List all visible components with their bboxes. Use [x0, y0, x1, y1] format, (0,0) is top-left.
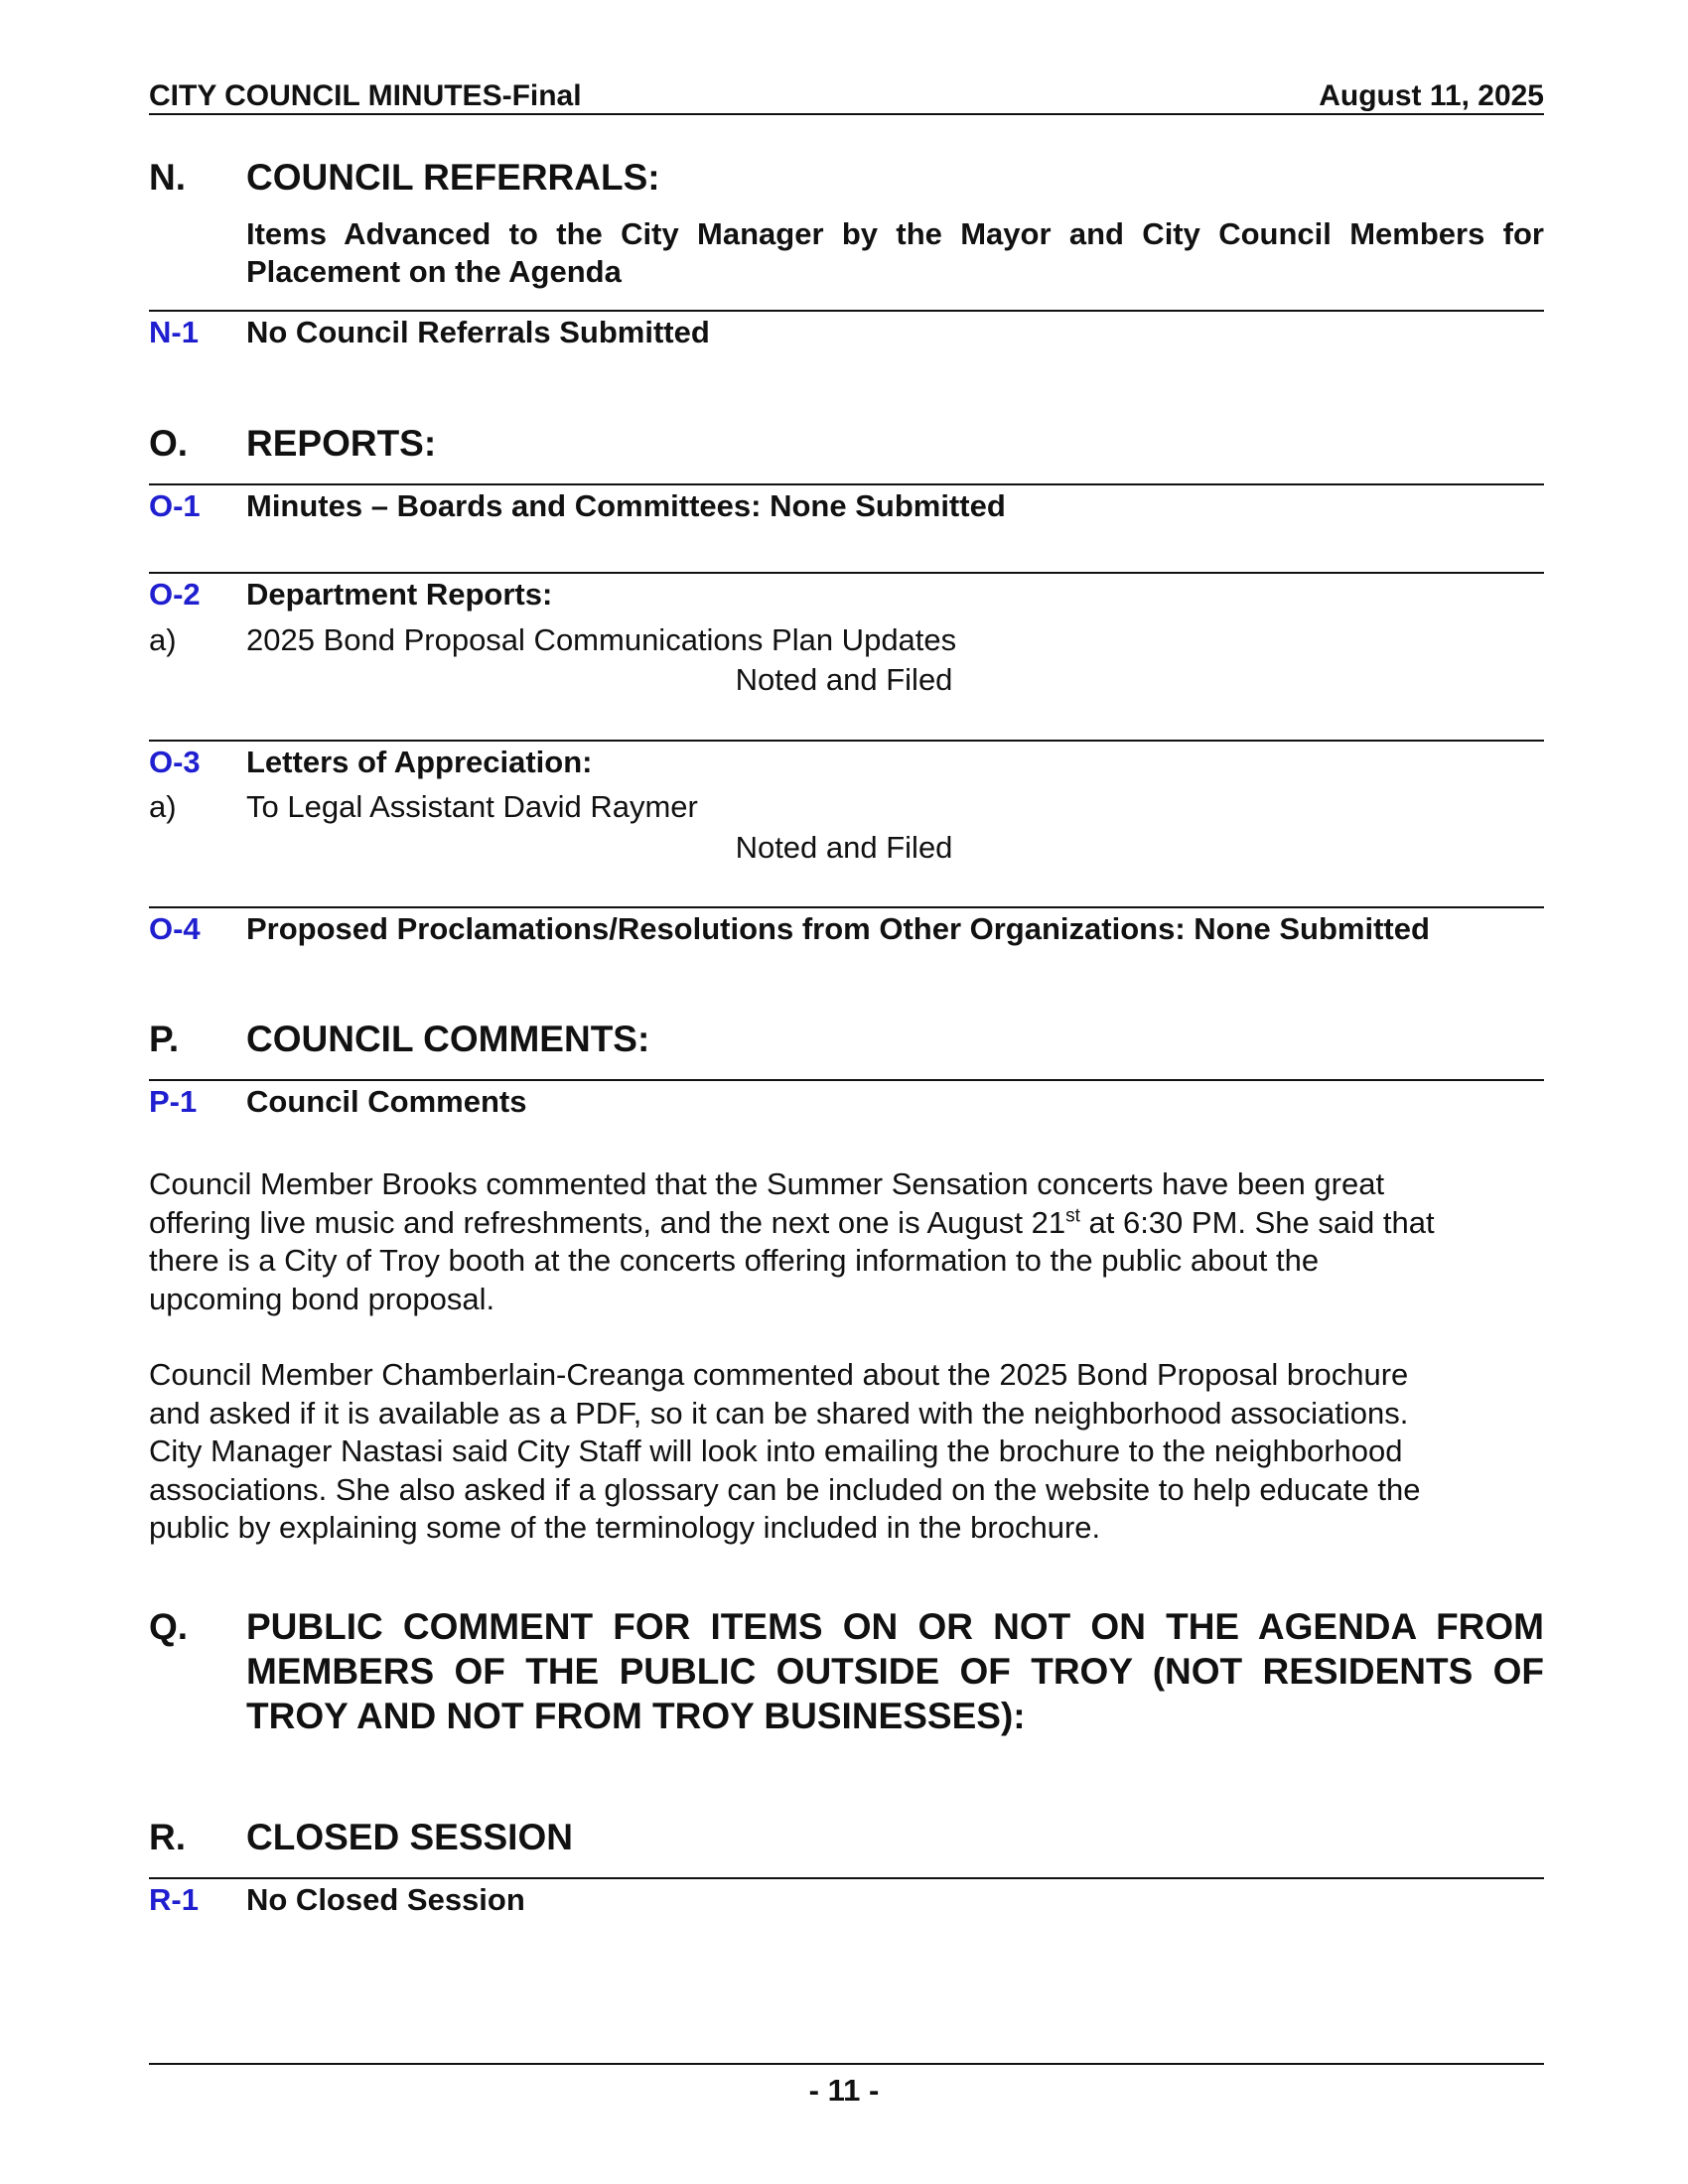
- paragraph-line-part: at 6:30 PM. She said that: [1079, 1204, 1435, 1240]
- section-n-subtitle-line1: Items Advanced to the City Manager by the Mayor and City Council Members for: [246, 216, 1544, 251]
- section-o-letter: O.: [149, 423, 189, 464]
- item-title-n1: No Council Referrals Submitted: [246, 315, 710, 349]
- header-rule: [149, 113, 1544, 115]
- item-title-o4: Proposed Proclamations/Resolutions from Other Organizations: None Submitted: [246, 911, 1430, 946]
- item-o3-rule: [149, 740, 1544, 742]
- section-q-title-line3: TROY AND NOT FROM TROY BUSINESSES):: [246, 1696, 1026, 1736]
- paragraph-line: [149, 1204, 1549, 1243]
- item-o4-rule: [149, 906, 1544, 908]
- section-p-rule: [149, 1079, 1544, 1081]
- item-code-o3: O-3: [149, 745, 201, 779]
- section-q-title-line2: MEMBERS OF THE PUBLIC OUTSIDE OF TROY (NOT RESIDENTS OF: [246, 1651, 1544, 1692]
- item-code-o1: O-1: [149, 488, 201, 523]
- section-n-title: COUNCIL REFERRALS:: [246, 157, 660, 198]
- section-p-letter: P.: [149, 1019, 180, 1059]
- paragraph-line: Council Member Brooks commented that the Summer Sensation concerts have been great: [149, 1166, 1385, 1201]
- item-title-o3: Letters of Appreciation:: [246, 745, 593, 779]
- item-code-o4: O-4: [149, 911, 201, 946]
- section-n-subtitle-line2: Placement on the Agenda: [246, 254, 622, 289]
- item-o2-rule: [149, 572, 1544, 574]
- section-r-title: CLOSED SESSION: [246, 1817, 573, 1857]
- item-code-n1: N-1: [149, 315, 199, 349]
- item-o3-sub-label: a): [149, 789, 177, 824]
- item-o2-sub-label: a): [149, 622, 177, 657]
- paragraph-line: associations. She also asked if a glossary can be included on the website to help educate the: [149, 1471, 1421, 1507]
- paragraph-line: public by explaining some of the terminology included in the brochure.: [149, 1510, 1101, 1545]
- ordinal-suffix: st: [1065, 1205, 1080, 1227]
- paragraph-line: upcoming bond proposal.: [149, 1281, 495, 1316]
- section-n-letter: N.: [149, 157, 186, 198]
- item-title-r1: No Closed Session: [246, 1882, 525, 1917]
- item-o3-sub-text: To Legal Assistant David Raymer: [246, 789, 698, 824]
- section-q-letter: Q.: [149, 1606, 189, 1647]
- comment-paragraph-brooks: [149, 1165, 1549, 1318]
- section-r-letter: R.: [149, 1817, 186, 1857]
- paragraph-line-part: offering live music and refreshments, and the next one is August 21: [149, 1204, 1066, 1240]
- section-q-title-line1: PUBLIC COMMENT FOR ITEMS ON OR NOT ON THE AGENDA FROM: [246, 1606, 1544, 1647]
- section-o-title: REPORTS:: [246, 423, 437, 464]
- section-r-rule: [149, 1877, 1544, 1879]
- section-o-rule: [149, 483, 1544, 485]
- item-title-o2: Department Reports:: [246, 577, 553, 612]
- document-header-date: August 11, 2025: [1319, 79, 1544, 112]
- document-header-title: CITY COUNCIL MINUTES-Final: [149, 79, 582, 112]
- page-number: - 11 -: [808, 2073, 880, 2108]
- paragraph-line: and asked if it is available as a PDF, so it can be shared with the neighborhood associations.: [149, 1395, 1409, 1431]
- item-code-r1: R-1: [149, 1882, 199, 1917]
- section-p-title: COUNCIL COMMENTS:: [246, 1019, 650, 1059]
- item-o2-sub-text: 2025 Bond Proposal Communications Plan Updates: [246, 622, 957, 657]
- footer-rule: [149, 2063, 1544, 2065]
- item-o2-note: Noted and Filed: [735, 662, 953, 697]
- item-code-p1: P-1: [149, 1084, 198, 1119]
- paragraph-line: Council Member Chamberlain-Creanga commented about the 2025 Bond Proposal brochure: [149, 1357, 1409, 1392]
- item-o3-note: Noted and Filed: [735, 830, 953, 865]
- comment-paragraph-chamberlain-creanga: [149, 1356, 1549, 1548]
- item-code-o2: O-2: [149, 577, 201, 612]
- item-title-o1: Minutes – Boards and Committees: None Submitted: [246, 488, 1006, 523]
- paragraph-line: there is a City of Troy booth at the concerts offering information to the public about the: [149, 1243, 1320, 1278]
- paragraph-line: City Manager Nastasi said City Staff will look into emailing the brochure to the neighborhood: [149, 1433, 1403, 1468]
- section-n-rule: [149, 310, 1544, 312]
- item-title-p1: Council Comments: [246, 1084, 527, 1119]
